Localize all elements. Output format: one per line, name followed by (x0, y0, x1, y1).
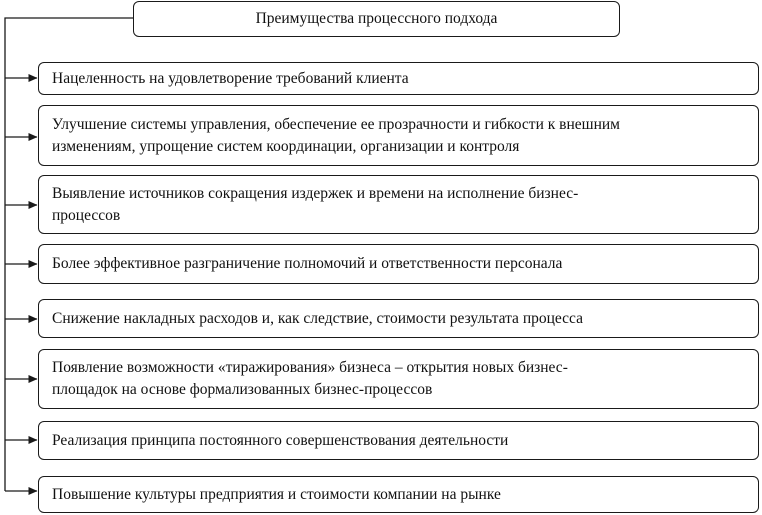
advantage-box-6 (38, 349, 759, 409)
advantage-text-7: Реализация принципа постоянного совершенствования деятельности (52, 431, 509, 449)
advantage-text-2-line-2: изменениям, упрощение систем координации, организации и контроля (52, 137, 520, 155)
advantage-text-3-line-1: Выявление источников сокращения издержек и времени на исполнение бизнес- (52, 184, 579, 202)
advantage-text-8: Повышение культуры предприятия и стоимости компании на рынке (52, 485, 501, 503)
advantage-text-2-line-1: Улучшение системы управления, обеспечение ее прозрачности и гибкости к внешним (52, 115, 620, 133)
advantage-box-8 (38, 476, 759, 513)
advantage-box-4 (38, 244, 759, 284)
diagram-title: Преимущества процессного подхода (255, 10, 498, 27)
diagram-title-box (133, 1, 620, 37)
advantage-text-5: Снижение накладных расходов и, как следствие, стоимости результата процесса (52, 309, 583, 327)
advantage-box-1 (38, 62, 759, 95)
advantage-text-6-line-2: площадок на основе формализованных бизнес-процессов (52, 381, 433, 398)
advantage-text-6-line-1: Появление возможности «тиражирования» бизнеса – открытия новых бизнес- (52, 359, 568, 376)
advantage-box-5 (38, 299, 759, 338)
advantage-box-3 (38, 175, 759, 234)
advantage-text-1: Нацеленность на удовлетворение требований клиента (52, 69, 409, 87)
advantage-box-2 (38, 105, 759, 166)
advantage-box-7 (38, 421, 759, 460)
advantage-text-3-line-2: процессов (52, 206, 121, 224)
advantage-text-4: Более эффективное разграничение полномочий и ответственности персонала (52, 255, 563, 272)
